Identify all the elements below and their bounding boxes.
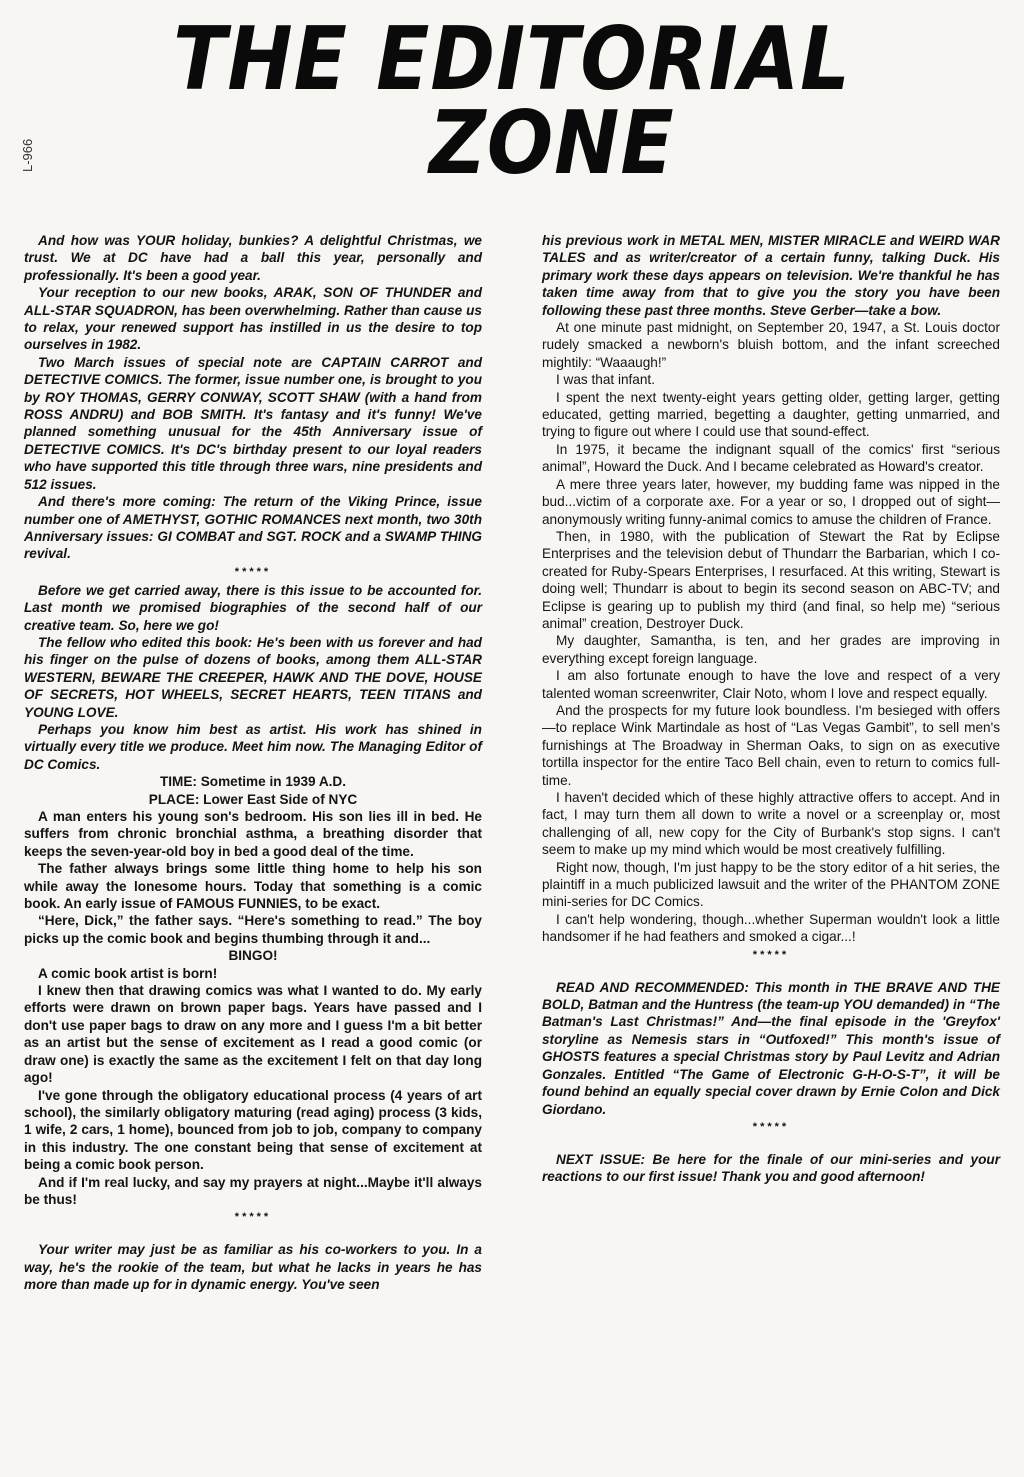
paragraph: And if I'm real lucky, and say my prayers at night...Maybe it'll always be thus!: [24, 1174, 482, 1207]
paragraph: READ AND RECOMMENDED: This month in THE BRAVE AND THE BOLD, Batman and the Huntress (the team-up YOU demanded) in “The Batman's Last Christmas!” And—the final episode in the 'Greyfox' storyline as Nemesis stars in “Outfoxed!” This month's issue of GHOSTS features a special Christmas story by Paul Levitz and Adrian Gonzales. Entitled “The Game of Electronic G-H-O-S-T”, it will be found behind an equally special cover drawn by Ernie Colon and Dick Giordano.: [542, 979, 1000, 1117]
bingo-line: BINGO!: [228, 948, 278, 964]
paragraph: I was that infant.: [556, 372, 655, 388]
paragraph: Your reception to our new books, ARAK, SON OF THUNDER and ALL-STAR SQUADRON, has been overwhelming. Rather than cause us to relax, your renewed support has instilled in us the desire to top ourselves in 1982.: [24, 285, 482, 353]
paragraph: I am also fortunate enough to have the love and respect of a very talented woman screenwriter, Clair Noto, whom I love and respect equally.: [542, 668, 1000, 701]
paragraph: I spent the next twenty-eight years getting older, getting larger, getting educated, getting married, begetting a daughter, getting unmarried, and trying to figure out where I could use that sound-effect.: [542, 389, 1000, 440]
page-code: L-966: [20, 138, 35, 172]
paragraph: At one minute past midnight, on September 20, 1947, a St. Louis doctor rudely smacked a newborn's bluish bottom, and the infant screeched mightily: “Waaaugh!”: [542, 320, 1000, 370]
paragraph: The fellow who edited this book: He's been with us forever and had his finger on the pulse of dozens of books, among them ALL-STAR WESTERN, BEWARE THE CREEPER, HAWK AND THE DOVE, HOUSE OF SECRETS, HOT WHEELS, SECRET HEARTS, TEEN TITANS and YOUNG LOVE.: [24, 634, 482, 720]
paragraph: And the prospects for my future look boundless. I'm besieged with offers—to replace Wink Martindale as host of “Las Vegas Gambit”, to sell men's furnishings at The Broadway in Sherman Oaks, to sign on as executive tortilla inspector for the entire Taco Bell chain, even to return to comics full-time.: [542, 702, 1000, 788]
place-line: PLACE: Lower East Side of NYC: [148, 791, 358, 807]
paragraph: The father always brings some little thing home to help his son while away the lonesome hours. Today that something is a comic book. An early issue of FAMOUS FUNNIES, to be exact.: [24, 861, 482, 912]
paragraph: Then, in 1980, with the publication of Stewart the Rat by Eclipse Enterprises and the television debut of Thundarr the Barbarian, which I co-created for Ruby-Spears Enterprises, I resurfaced. At this writing, Stewart is doing well; Thundarr is about to begin its second season on ABC-TV; and Eclipse is gearing up to publish my third (and final, so help me) “serious animal” creation, Destroyer Duck.: [542, 528, 1000, 631]
paragraph: I've gone through the obligatory educational process (4 years of art school), the similarly obligatory maturing (read aging) process (3 kids, 1 wife, 2 cars, 1 home), bounced from job to job, company to company in this industry. The one constant being that sense of excitement at being a comic book person.: [24, 1087, 482, 1173]
paragraph: NEXT ISSUE: Be here for the finale of our mini-series and your reactions to our first issue! Thank you and good afternoon!: [542, 1151, 1000, 1185]
separator-stars: *****: [234, 1211, 272, 1224]
right-column: [542, 232, 1000, 1186]
paragraph: And how was YOUR holiday, bunkies? A delightful Christmas, we trust. We at DC have had a ball this year, personally and professionally. It's been a good year.: [24, 233, 482, 283]
paragraph: In 1975, it became the indignant squall of the comics' first “serious animal”, Howard the Duck. And I became celebrated as Howard's creator.: [542, 441, 1000, 475]
paragraph: “Here, Dick,” the father says. “Here's something to read.” The boy picks up the comic book and begins thumbing through it and...: [24, 913, 482, 946]
paragraph: A man enters his young son's bedroom. His son lies ill in bed. He suffers from chronic bronchial asthma, a breathing disorder that keeps the seven-year-old boy in bed a good deal of the time.: [24, 809, 482, 859]
paragraph: Two March issues of special note are CAPTAIN CARROT and DETECTIVE COMICS. The former, issue number one, is brought to you by ROY THOMAS, GERRY CONWAY, SCOTT SHAW (with a hand from ROSS ANDRU) and BOB SMITH. It's fantasy and it's funny! We've planned something unusual for the 45th Anniversary issue of DETECTIVE COMICS. It's DC's birthday present to our loyal readers who have supported this title through three wars, nine presidents and 512 issues.: [24, 354, 482, 492]
paragraph: I can't help wondering, though...whether Superman wouldn't look a little handsomer if he had feathers and smoked a cigar...!: [542, 911, 1000, 945]
paragraph: Perhaps you know him best as artist. His work has shined in virtually every title we produce. Meet him now. The Managing Editor of DC Comics.: [24, 721, 482, 772]
title-line-2: ZONE: [429, 93, 675, 195]
title-line-1: THE EDITORIAL: [173, 9, 851, 111]
paragraph: Before we get carried away, there is this issue to be accounted for. Last month we promised biographies of the second half of our creative team. So, here we go!: [24, 582, 482, 633]
paragraph: Your writer may just be as familiar as his co-workers to you. In a way, he's the rookie of the team, but what he lacks in years he has more than made up for in dynamic energy. You've seen: [24, 1242, 482, 1293]
time-line: TIME: Sometime in 1939 A.D.: [159, 774, 347, 790]
paragraph: Right now, though, I'm just happy to be the story editor of a hit series, the plaintiff in a much publicized lawsuit and the writer of the PHANTOM ZONE mini-series for DC Comics.: [542, 859, 1000, 910]
left-column: [24, 232, 482, 1294]
paragraph: A comic book artist is born!: [38, 965, 218, 981]
separator-stars: *****: [234, 565, 272, 578]
paragraph: My daughter, Samantha, is ten, and her grades are improving in everything except foreign language.: [542, 633, 1000, 666]
paragraph: his previous work in METAL MEN, MISTER MIRACLE and WEIRD WAR TALES and as writer/creator of a certain funny, talking Duck. His primary work these days appears on television. We're thankful he has taken time away from that to give you the story you have been following these past three months. Steve Gerber—take a bow.: [542, 233, 1000, 318]
paragraph: And there's more coming: The return of the Viking Prince, issue number one of AMETHYST, GOTHIC ROMANCES next month, two 30th Anniversary issues: GI COMBAT and SGT. ROCK and a SWAMP THING revival.: [24, 494, 482, 562]
masthead: [0, 9, 1024, 195]
paragraph: A mere three years later, however, my budding fame was nipped in the bud...victim of a corporate axe. For a year or so, I dropped out of sight—anonymously writing funny-animal comics to amuse the children of France.: [542, 476, 1000, 527]
separator-stars: *****: [752, 1120, 790, 1133]
separator-stars: *****: [752, 948, 790, 961]
paragraph: I haven't decided which of these highly attractive offers to accept. And in fact, I may turn them all down to write a novel or a screenplay or, most challenging of all, new copy for the City of Burbank's stop signs. I can't seem to make up my mind which would be most creatively fulfilling.: [542, 790, 1000, 858]
paragraph: I knew then that drawing comics was what I wanted to do. My early efforts were drawn on brown paper bags. Years have passed and I don't use paper bags to draw on any more and I guess I'm a bit better as an artist but the sense of excitement as I read a good comic (or draw one) is exactly the same as the excitement I felt on that day long ago!: [24, 983, 482, 1086]
